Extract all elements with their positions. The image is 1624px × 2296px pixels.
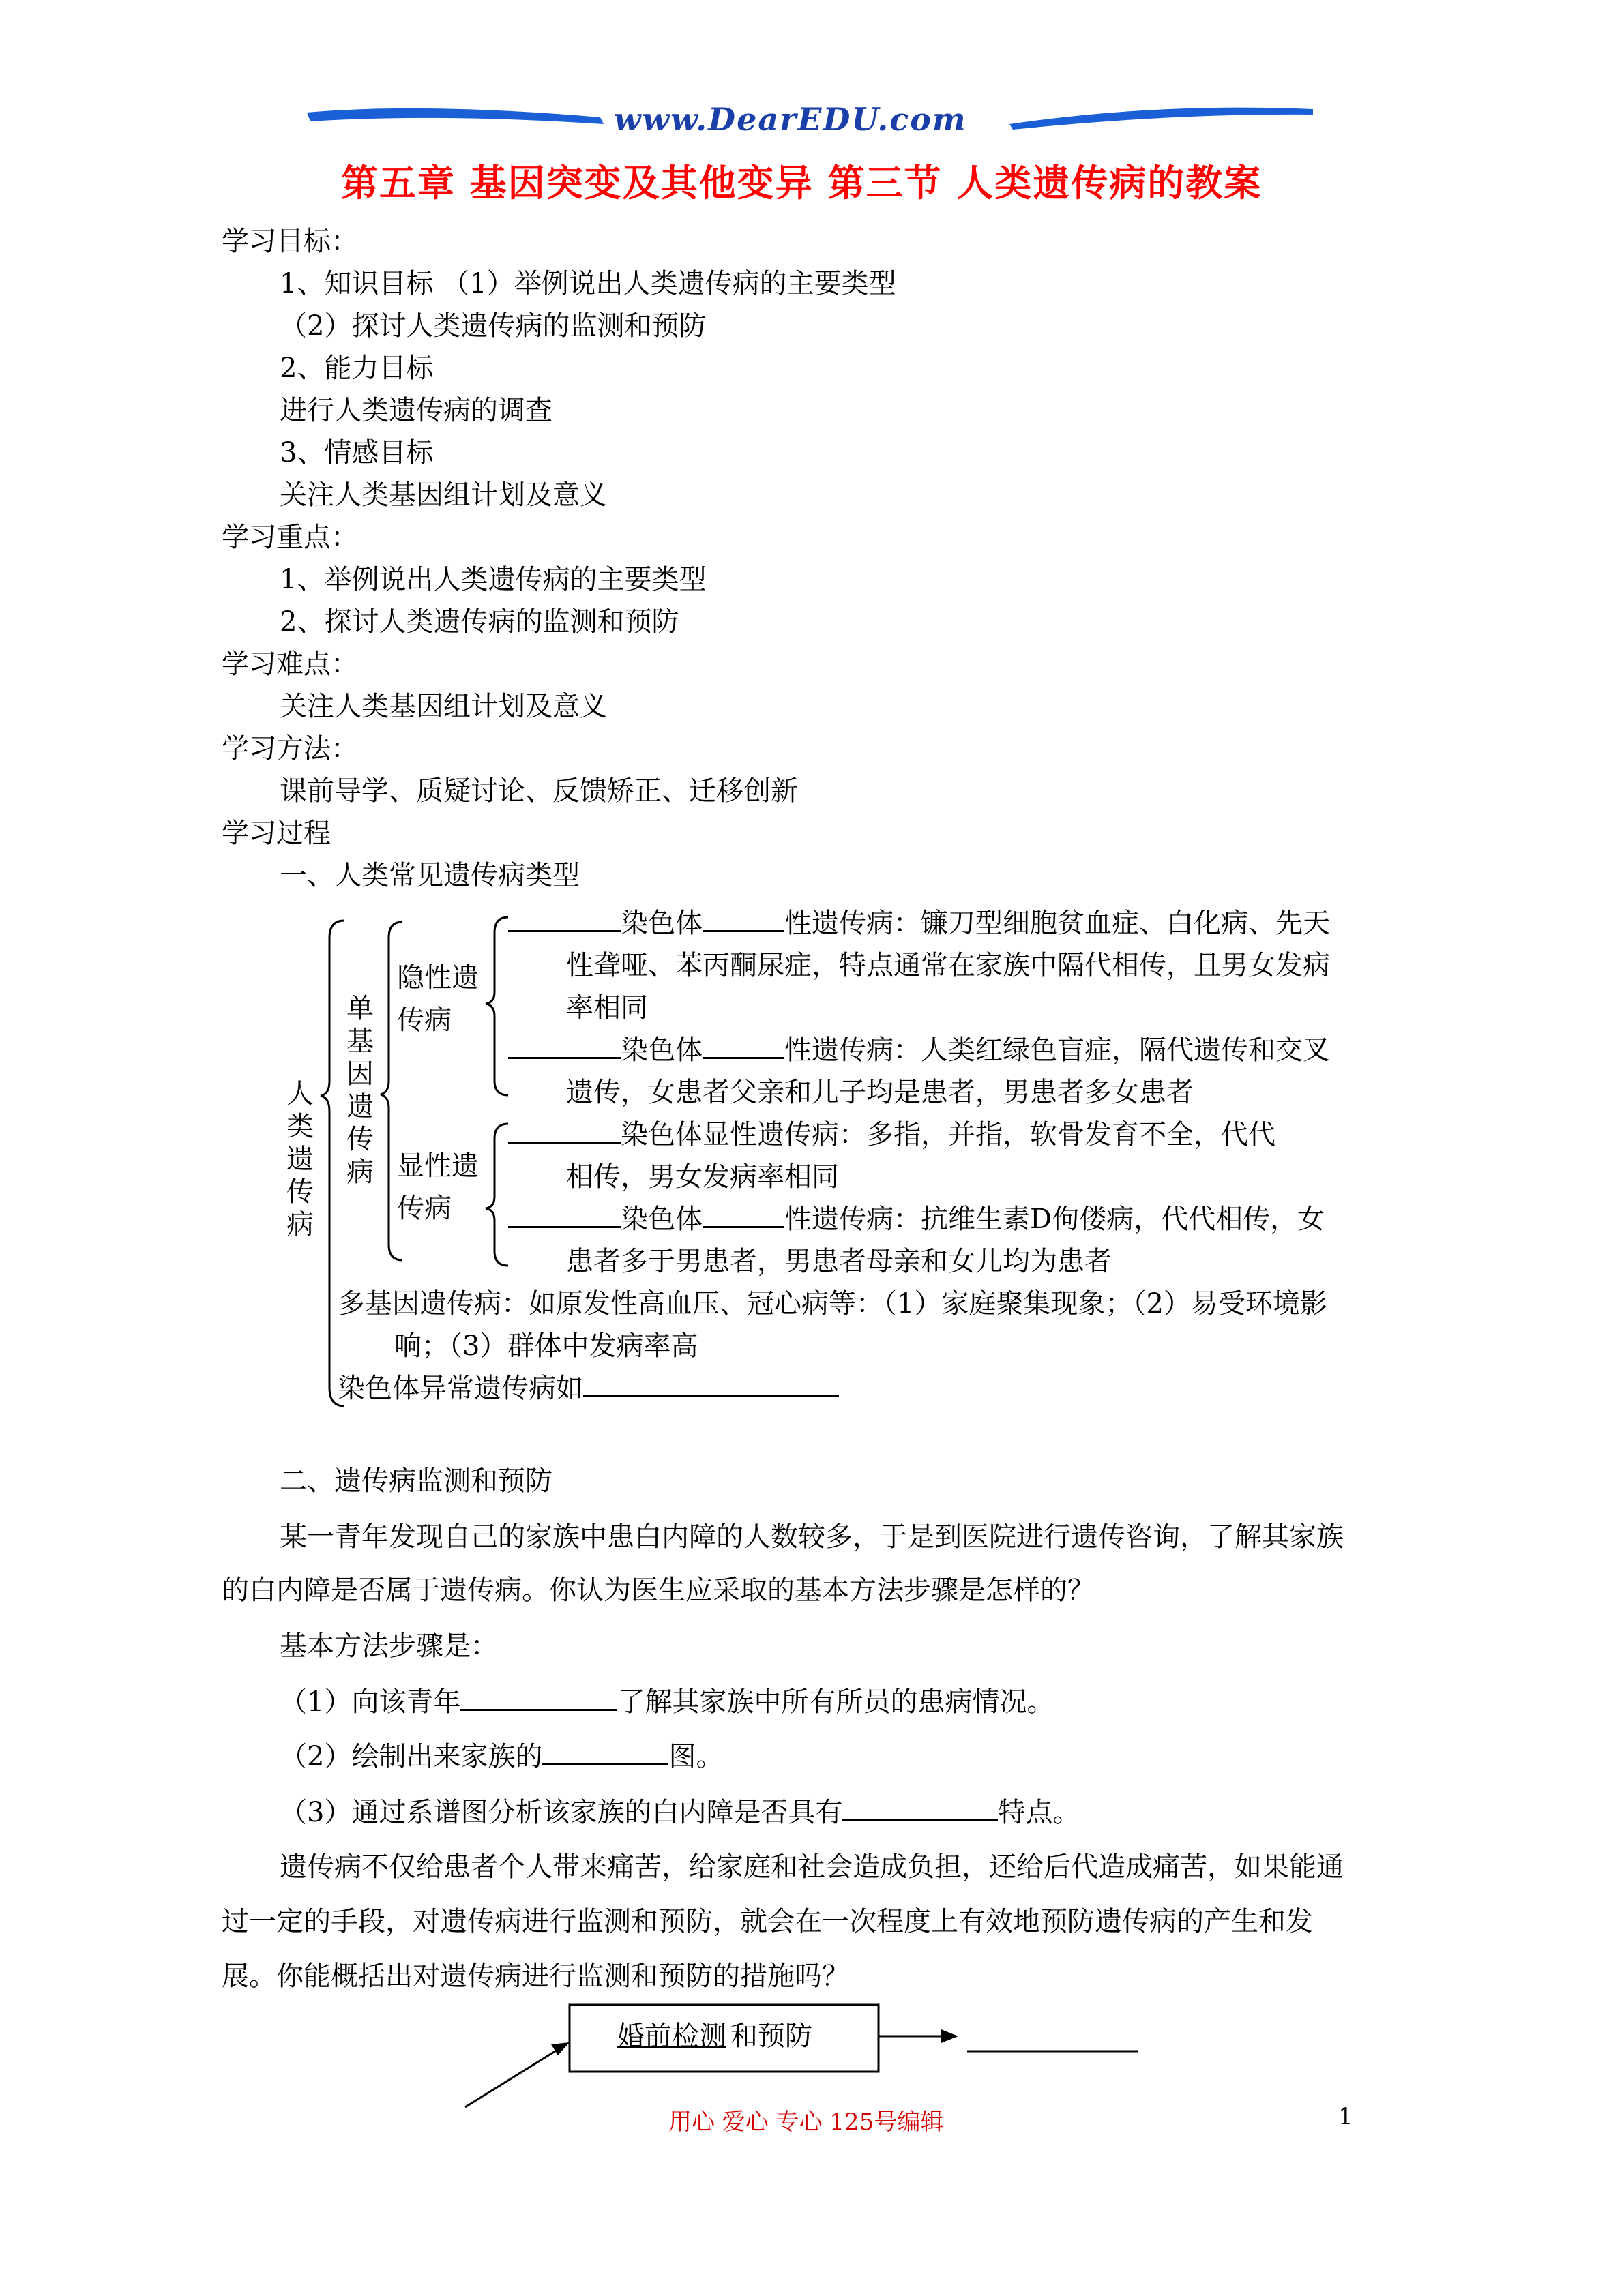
header-site[interactable]: www.DearEDU.com — [614, 101, 967, 138]
blank-ar-chromosome[interactable] — [508, 907, 621, 932]
prevention-box-text: 婚前检测 和预防 — [590, 2020, 812, 2053]
arrow-diagonal-head — [551, 2042, 570, 2055]
tree-xr-line-2: 遗传，女患者父亲和儿子均是患者，男患者多女患者 — [566, 1077, 1194, 1108]
section2-para1-line2: 的白内障是否属于遗传病。你认为医生应采取的基本方法步骤是怎样的？ — [222, 1575, 1095, 1606]
brace-recessive — [486, 917, 508, 1095]
section2-heading: 二、遗传病监测和预防 — [280, 1465, 552, 1497]
header-swoosh-right — [1009, 108, 1313, 130]
header-swoosh-left — [307, 108, 604, 124]
tree-xd-line-2: 患者多于男患者，男患者母亲和女儿均为患者 — [566, 1246, 1112, 1277]
keypoints-heading: 学习重点： — [222, 522, 358, 553]
tree-ad-line-1: 染色体显性遗传病：多指，并指，软骨发育不全，代代 — [508, 1118, 1275, 1151]
step-2: （2）绘制出来家族的 图。 — [280, 1741, 724, 1772]
tree-poly-line-1: 多基因遗传病：如原发性高血压、冠心病等：（1）家庭聚集现象；（2）易受环境影 — [338, 1288, 1327, 1320]
blank-step1[interactable] — [460, 1686, 617, 1711]
tree-single-gene-label: 单基因遗传病 — [346, 993, 374, 1188]
arrow-right-head — [941, 2029, 958, 2043]
tree-root-label: 人类遗传病 — [286, 1078, 314, 1240]
tree-ad-line-2: 相传，男女发病率相同 — [566, 1161, 839, 1193]
box-underlined-text: 婚前检测 — [617, 2021, 726, 2052]
difficulty-item: 关注人类基因组计划及意义 — [280, 691, 607, 722]
brace-root — [321, 921, 344, 1406]
section2-para2-line2: 过一定的手段，对遗传病进行监测和预防，就会在一次程度上有效地预防遗传病的产生和发 — [222, 1906, 1313, 1937]
section2-para2-line1: 遗传病不仅给患者个人带来痛苦，给家庭和社会造成负担，还给后代造成痛苦，如果能通 — [280, 1851, 1344, 1883]
objective-emotion-detail: 关注人类基因组计划及意义 — [280, 479, 607, 511]
objective-ability-detail: 进行人类遗传病的调查 — [280, 395, 552, 426]
page-number: 1 — [1338, 2103, 1353, 2130]
keypoint-2: 2、探讨人类遗传病的监测和预防 — [280, 606, 679, 638]
steps-heading: 基本方法步骤是： — [280, 1630, 498, 1662]
blank-xd-chromosome[interactable] — [508, 1203, 621, 1228]
tree-dominant-label-1: 显性遗 — [397, 1150, 479, 1182]
brace-dominant — [486, 1124, 508, 1266]
objective-knowledge-1: 1、知识目标 （1）举例说出人类遗传病的主要类型 — [280, 268, 896, 299]
objective-ability: 2、能力目标 — [280, 353, 434, 384]
tree-chrom-line: 染色体异常遗传病如 — [338, 1372, 839, 1405]
keypoint-1: 1、举例说出人类遗传病的主要类型 — [280, 564, 707, 595]
blank-step2[interactable] — [542, 1740, 668, 1765]
section2-para2-line3: 展。你能概括出对遗传病进行监测和预防的措施吗？ — [222, 1960, 849, 1992]
difficulty-heading: 学习难点： — [222, 648, 358, 680]
tree-dominant-label-2: 传病 — [397, 1193, 452, 1224]
objective-emotion: 3、情感目标 — [280, 437, 434, 468]
step-3: （3）通过系谱图分析该家族的白内障是否具有 特点。 — [280, 1797, 1080, 1828]
step-1: （1）向该青年 了解其家族中所有所员的患病情况。 — [280, 1686, 1054, 1718]
process-heading: 学习过程 — [222, 818, 331, 849]
section2-para1-line1: 某一青年发现自己的家族中患白内障的人数较多，于是到医院进行遗传咨询，了解其家族 — [280, 1521, 1344, 1553]
tree-recessive-label-2: 传病 — [397, 1004, 452, 1036]
methods-item: 课前导学、质疑讨论、反馈矫正、迁移创新 — [280, 775, 798, 807]
tree-xd-line-1: 染色体 性遗传病：抗维生素D佝偻病，代代相传，女 — [508, 1203, 1325, 1236]
methods-heading: 学习方法： — [222, 733, 358, 764]
tree-ar-line-2: 性聋哑、苯丙酮尿症，特点通常在家族中隔代相传，且男女发病 — [566, 950, 1330, 981]
footer-text: 用心 爱心 专心 125号编辑 — [668, 2108, 944, 2136]
blank-ad-chromosome[interactable] — [508, 1118, 621, 1144]
tree-recessive-label-1: 隐性遗 — [397, 962, 479, 994]
blank-xr-type[interactable] — [703, 1034, 784, 1059]
objective-knowledge-2: （2）探讨人类遗传病的监测和预防 — [280, 310, 707, 342]
blank-ar-type[interactable] — [703, 907, 784, 932]
objectives-heading: 学习目标： — [222, 226, 358, 257]
blank-step3[interactable] — [842, 1796, 998, 1821]
arrow-diagonal-line — [465, 2048, 561, 2107]
blank-xd-type[interactable] — [703, 1203, 784, 1228]
section1-heading: 一、人类常见遗传病类型 — [280, 860, 580, 891]
tree-ar-line-3: 率相同 — [566, 992, 648, 1024]
blank-chrom-example[interactable] — [583, 1372, 839, 1397]
tree-ar-line-1: 染色体 性遗传病：镰刀型细胞贫血症、白化病、先天 — [508, 907, 1330, 940]
tree-xr-line-1: 染色体 性遗传病：人类红绿色盲症，隔代遗传和交叉 — [508, 1034, 1330, 1067]
page-title: 第五章 基因突变及其他变异 第三节 人类遗传病的教案 — [341, 161, 1263, 205]
tree-poly-line-2: 响；（3）群体中发病率高 — [394, 1330, 698, 1362]
blank-xr-chromosome[interactable] — [508, 1034, 621, 1059]
